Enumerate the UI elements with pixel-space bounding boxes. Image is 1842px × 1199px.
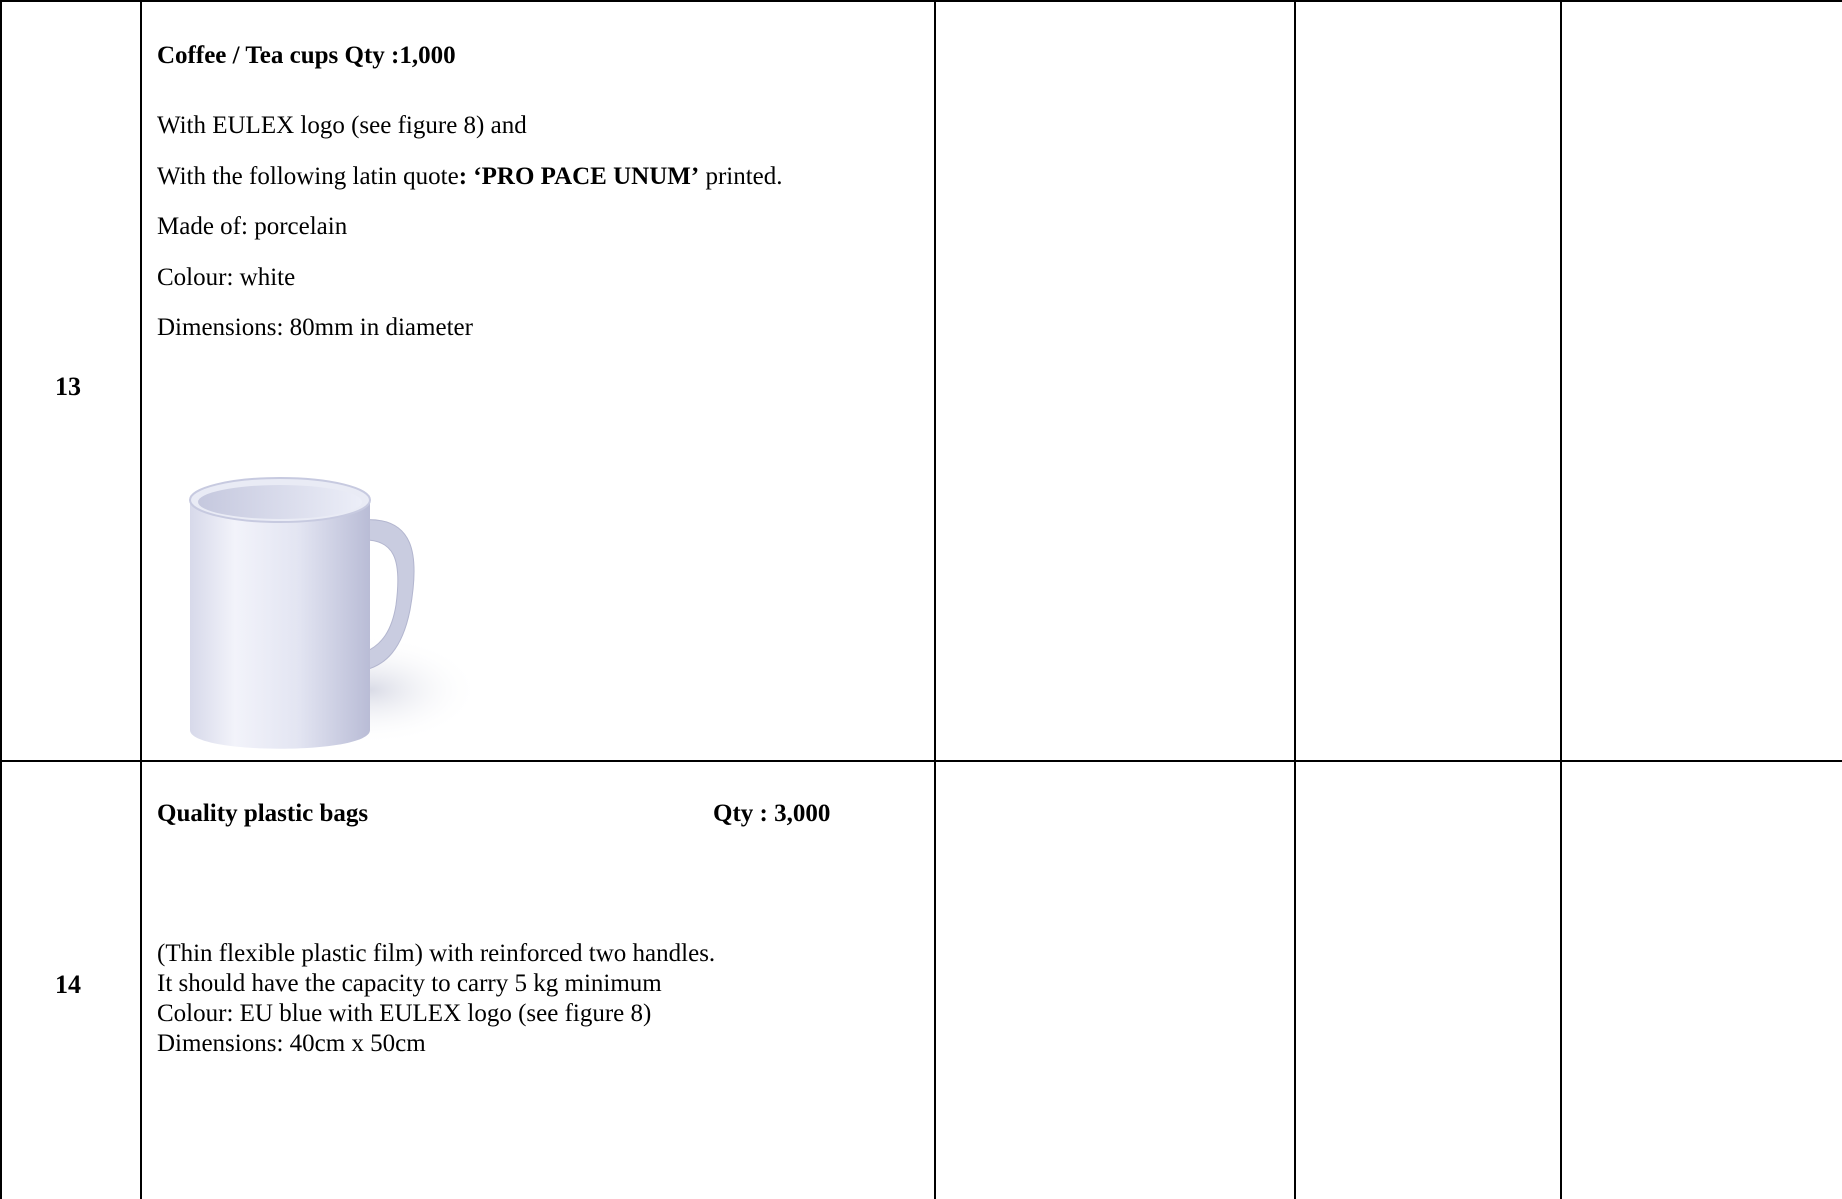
item-description-line: Colour: white bbox=[157, 264, 296, 291]
item-quantity: Qty : 3,000 bbox=[713, 800, 831, 827]
item-description-line: Colour: EU blue with EULEX logo (see figure 8) bbox=[157, 1000, 652, 1027]
item-heading: Quality plastic bags bbox=[157, 800, 369, 827]
table-column-divider bbox=[1560, 0, 1562, 1199]
quote-suffix: printed. bbox=[699, 163, 783, 190]
row-number: 14 bbox=[55, 970, 81, 999]
item-description-line: (Thin flexible plastic film) with reinforced two handles. bbox=[157, 940, 716, 967]
row-number: 13 bbox=[55, 372, 81, 401]
table-column-divider bbox=[1294, 0, 1296, 1199]
table-column-divider bbox=[934, 0, 936, 1199]
item-heading: Coffee / Tea cups Qty :1,000 bbox=[157, 42, 456, 69]
item-description-line: Dimensions: 40cm x 50cm bbox=[157, 1030, 426, 1057]
item-description-line bbox=[157, 163, 783, 191]
table-column-divider bbox=[140, 0, 142, 1199]
mug-image bbox=[170, 460, 500, 760]
latin-quote: : ‘PRO PACE UNUM’ bbox=[458, 163, 700, 190]
table-border-top bbox=[0, 0, 1842, 2]
table-border-left bbox=[0, 0, 2, 1199]
item-description-line: Made of: porcelain bbox=[157, 213, 348, 240]
table-row-divider bbox=[0, 760, 1842, 762]
item-description-line: It should have the capacity to carry 5 kg minimum bbox=[157, 970, 662, 997]
quote-prefix: With the following latin quote bbox=[157, 163, 459, 190]
mug-inside bbox=[198, 485, 362, 519]
item-description-line: With EULEX logo (see figure 8) and bbox=[157, 112, 527, 139]
item-description-line: Dimensions: 80mm in diameter bbox=[157, 314, 473, 341]
mug-body bbox=[190, 500, 370, 749]
